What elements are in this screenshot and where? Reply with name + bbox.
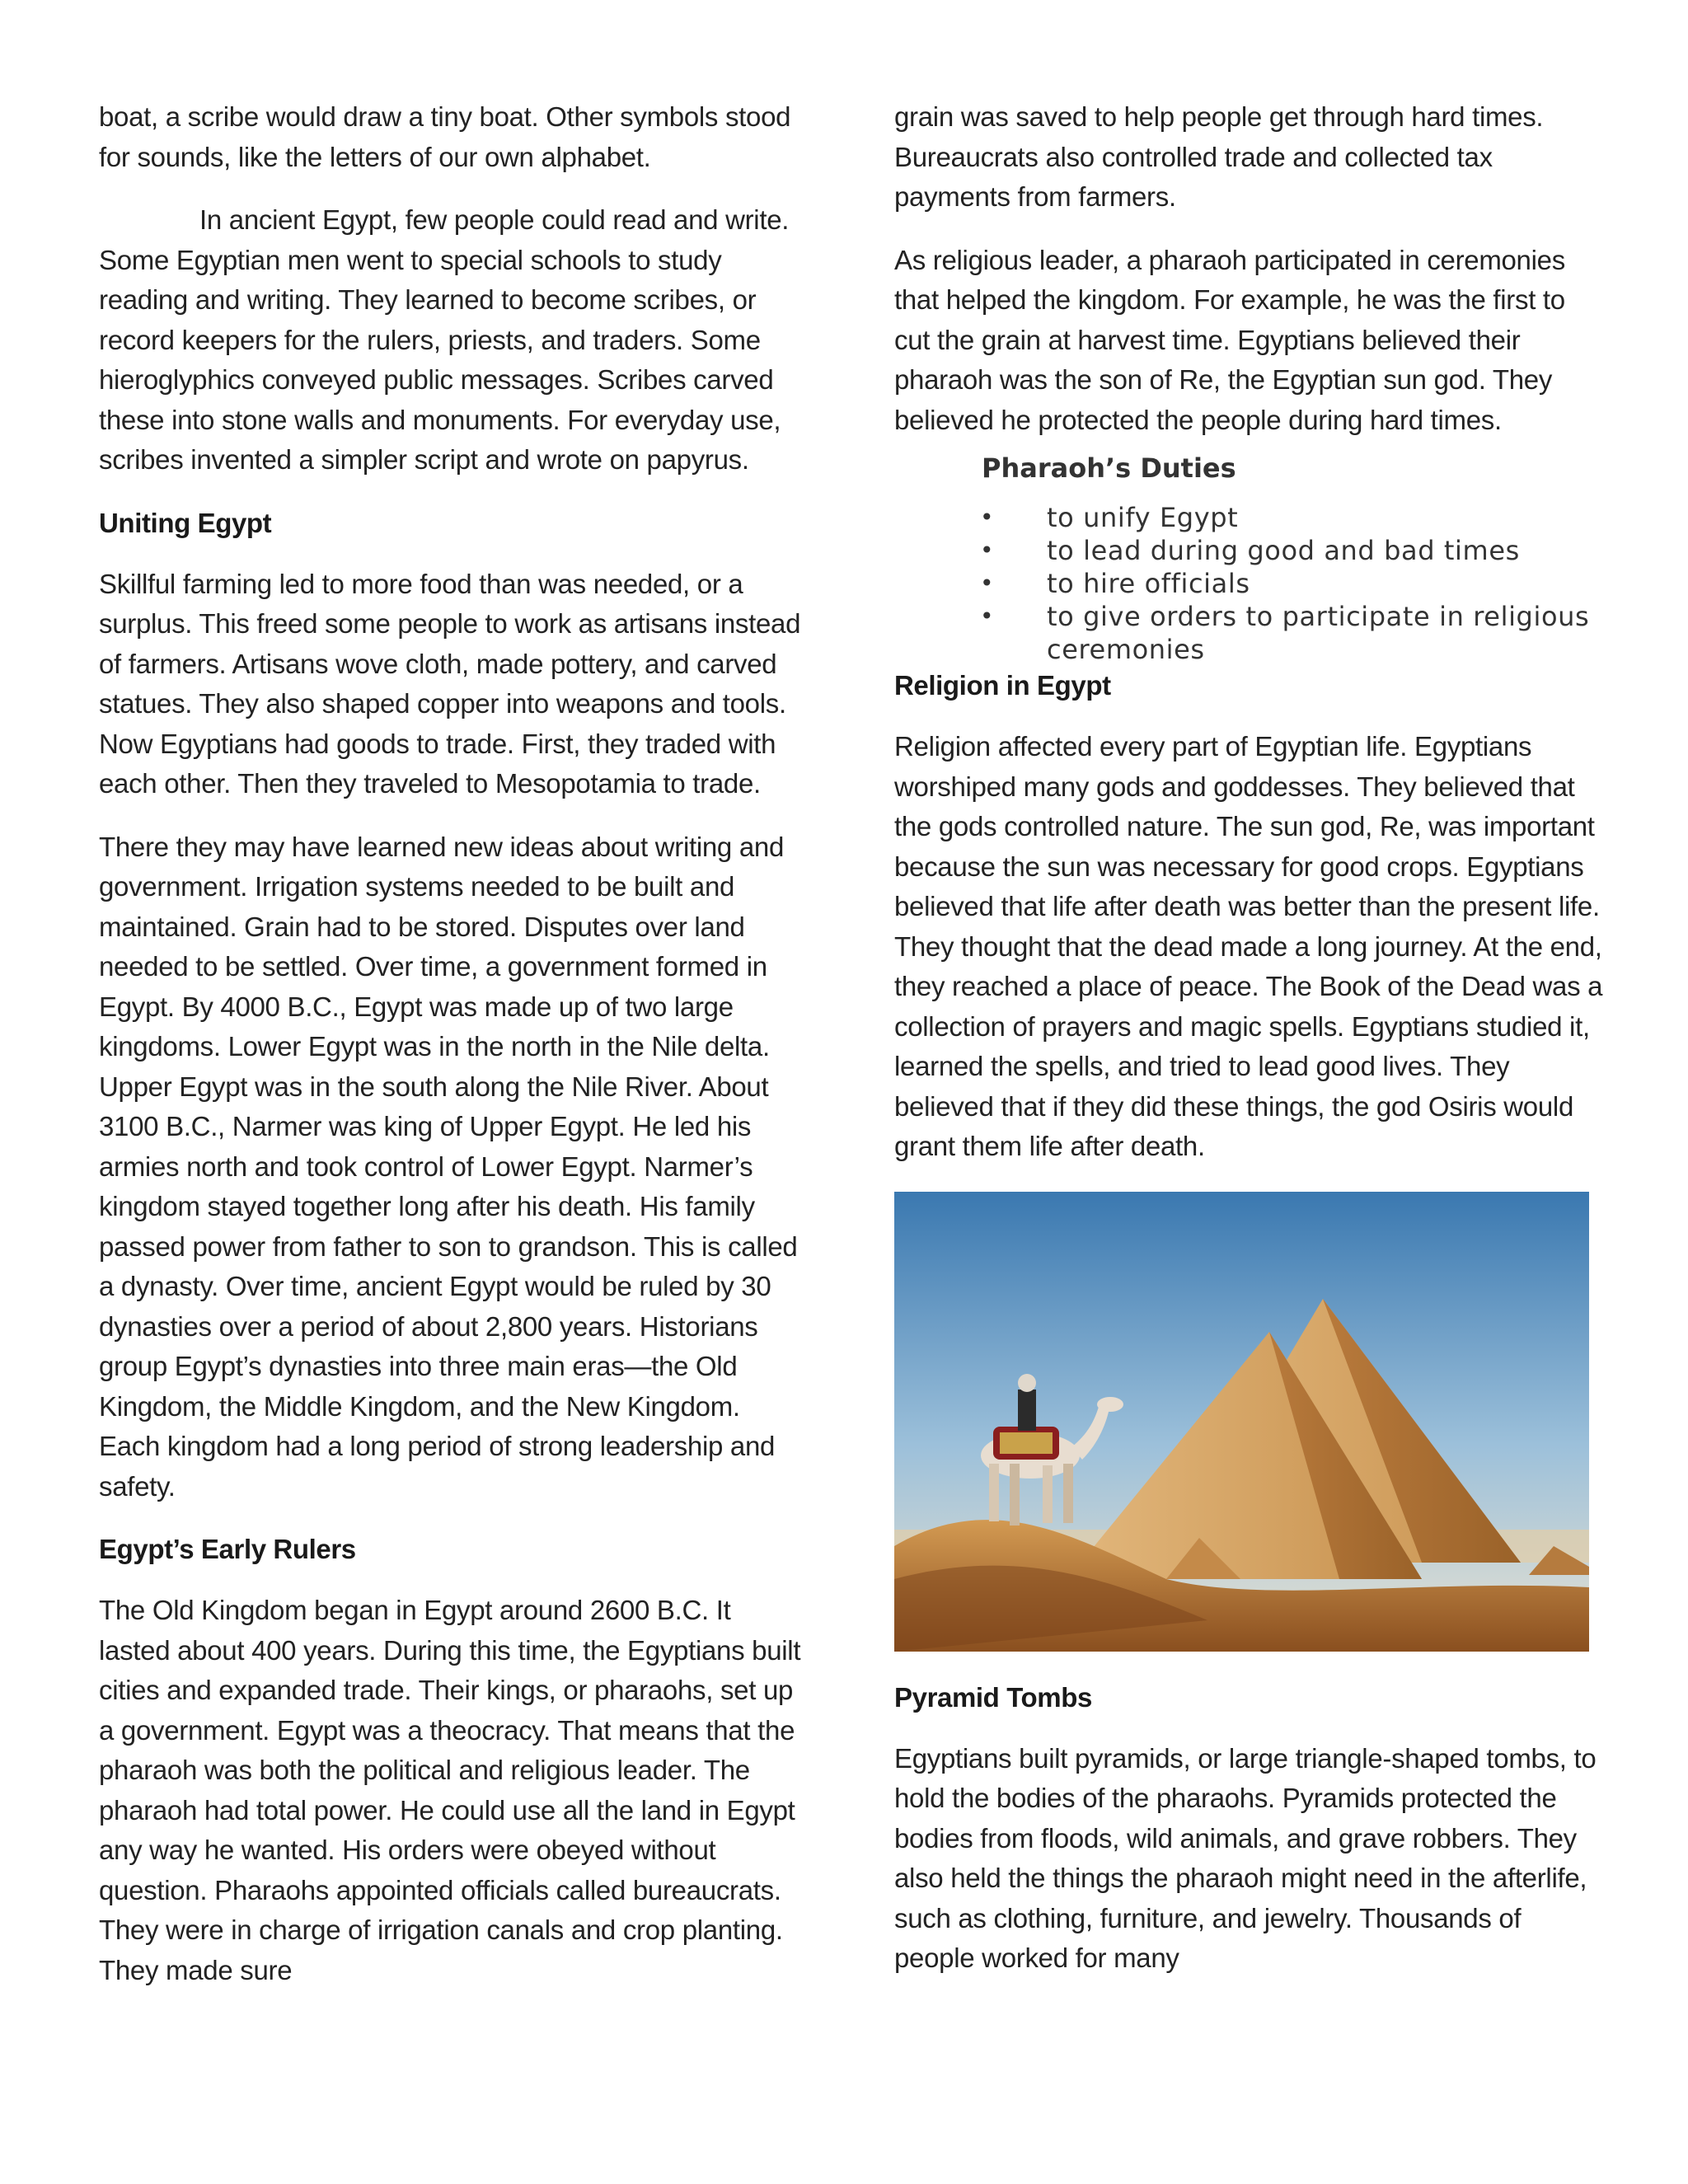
list-item: • to lead during good and bad times [980, 535, 1520, 566]
paragraph: In ancient Egypt, few people could read and write. Some Egyptian men went to special schools to study reading and writing. They learned to become scribes, or record keepers for the rulers, priests, and traders. Some hieroglyphics conveyed public messages. Scribes carved these into stone walls and monuments. For everyday use, scribes invented a simpler script and wrote on papyrus. [99, 204, 790, 475]
section-heading-uniting-egypt: Uniting Egypt [99, 507, 272, 538]
list-item: • to unify Egypt [980, 502, 1239, 533]
pyramids-camel-photo [894, 1192, 1589, 1652]
paragraph: Egyptians built pyramids, or large triangle-shaped tombs, to hold the bodies of the pharaohs. Pyramids protected the bodies from floods, wild animals, and grave robbers. They also held the things the pharaoh might need in the afterlife, such as clothing, furniture, and jewelry. Thousands of people worked for many [894, 1742, 1597, 1973]
right-column [894, 97, 1603, 2002]
left-column [99, 97, 808, 2013]
paragraph: grain was saved to help people get through hard times. Bureaucrats also controlled trade and collected tax payments from farmers. [894, 101, 1544, 212]
paragraph: The Old Kingdom began in Egypt around 2600 B.C. It lasted about 400 years. During this time, the Egyptians built cities and expanded trade. Their kings, or pharaohs, set up a government. Egypt was a theocracy. That means that the pharaoh was both the political and religious leader. The pharaoh had total power. He could use all the land in Egypt any way he wanted. His orders were obeyed without question. Pharaohs appointed officials called bureaucrats. They were in charge of irrigation canals and crop planting. They made sure [99, 1595, 801, 1985]
duties-list [894, 501, 1603, 666]
paragraph: There they may have learned new ideas about writing and government. Irrigation systems needed to be built and maintained. Grain had to be stored. Disputes over land needed to be settled. Over time, a government formed in Egypt. By 4000 B.C., Egypt was made up of two large kingdoms. Lower Egypt was in the north in the Nile delta. Upper Egypt was in the south along the Nile River. About 3100 B.C., Narmer was king of Upper Egypt. He led his armies north and took control of Lower Egypt. Narmer’s kingdom stayed together long after his death. His family passed power from father to son to grandson. This is called a dynasty. Over time, ancient Egypt would be ruled by 30 dynasties over a period of about 2,800 years. Historians group Egypt’s dynasties into three main eras—the Old Kingdom, the Middle Kingdom, and the New Kingdom. Each kingdom had a long period of strong leadership and safety. [99, 831, 798, 1502]
section-heading-early-rulers: Egypt’s Early Rulers [99, 1534, 356, 1564]
section-heading-religion: Religion in Egypt [894, 670, 1111, 701]
paragraph: As religious leader, a pharaoh participated in ceremonies that helped the kingdom. For example, he was the first to cut the grain at harvest time. Egyptians believed their pharaoh was the son of Re, the Egyptian sun god. They believed he protected the people during hard times. [894, 244, 1565, 435]
bullet-icon: • [980, 537, 995, 564]
paragraph: Skillful farming led to more food than was needed, or a surplus. This freed some people to work as artisans instead of farmers. Artisans wove cloth, made pottery, and carved statues. They also shaped copper into weapons and tools. Now Egyptians had goods to trade. First, they traded with each other. Then they traveled to Mesopotamia to trade. [99, 568, 801, 799]
paragraph: boat, a scribe would draw a tiny boat. Other symbols stood for sounds, like the letters of our own alphabet. [99, 101, 791, 172]
bullet-icon: • [980, 569, 995, 597]
duties-title: Pharaoh’s Duties [982, 452, 1236, 484]
list-item: • to hire officials [980, 568, 1250, 599]
section-heading-pyramid-tombs: Pyramid Tombs [894, 1681, 1092, 1713]
pyramids-image [894, 1192, 1589, 1652]
pharaoh-duties-box [894, 452, 1603, 666]
bullet-icon: • [980, 602, 995, 630]
bullet-icon: • [980, 504, 995, 531]
list-item: • to give orders to participate in religious ceremonies [980, 601, 1590, 665]
paragraph: Religion affected every part of Egyptian life. Egyptians worshiped many gods and goddesses. They believed that the gods controlled nature. The sun god, Re, was important because the sun was necessary for good crops. Egyptians believed that life after death was better than the present life. They thought that the dead made a long journey. At the end, they reached a place of peace. The Book of the Dead was a collection of prayers and magic spells. Egyptians studied it, learned the spells, and tried to lead good lives. They believed that if they did these things, the god Osiris would grant them life after death. [894, 731, 1603, 1161]
